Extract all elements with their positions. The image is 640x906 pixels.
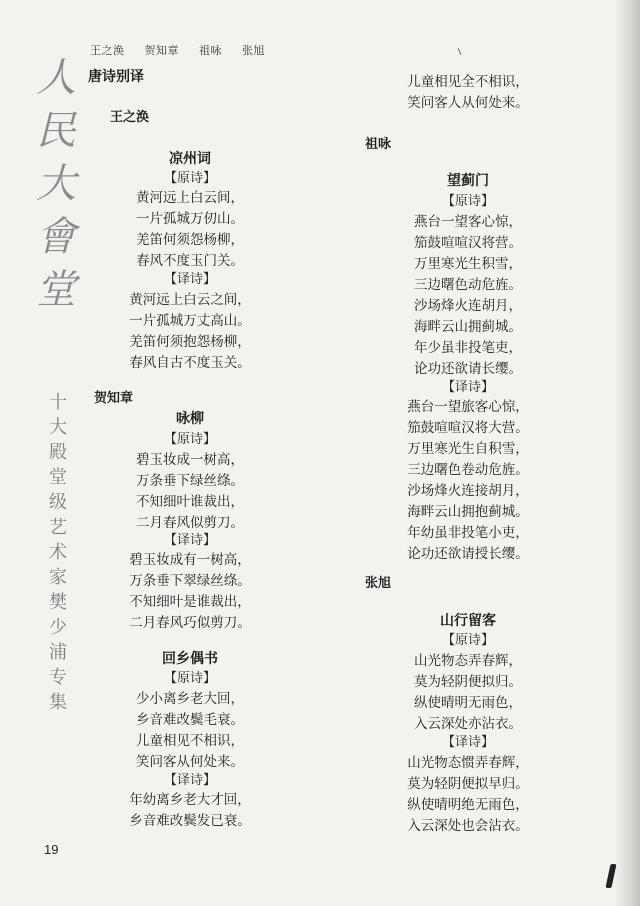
brand-char: 大 [36, 161, 76, 207]
poet-name: 张旭 [365, 576, 392, 591]
poem-line: 不知细叶谁裁出， [136, 494, 244, 510]
poem-line: 沙场烽火连接胡月， [407, 483, 529, 499]
poem-line: 笑问客人从何处来。 [407, 95, 529, 111]
poem-line: 黄河远上白云间， [136, 190, 244, 206]
poem-line: 一片孤城万仞山。 [136, 211, 244, 227]
poem-line: 春风不度玉门关。 [136, 253, 244, 269]
header-author: 祖咏 [199, 44, 222, 57]
poem-line: 羌笛何须抱怨杨柳， [129, 334, 251, 350]
header-author: 王之涣 [90, 44, 125, 57]
poem-line: 三边曙色卷动危旌。 [407, 462, 529, 478]
poem-line: 海畔云山拥抱蓟城。 [407, 504, 529, 520]
poem-line: 莫为轻阴便拟归。 [414, 674, 522, 690]
poem-line: 笑问客从何处来。 [136, 754, 244, 770]
poem-title: 望蓟门 [447, 173, 489, 189]
poem-line: 乡音难改鬓发已衰。 [129, 813, 251, 829]
page-number: 19 [44, 842, 59, 857]
brand-vertical-title [28, 52, 84, 317]
original-label: 【原诗】 [441, 633, 494, 648]
poem-line: 年幼虽非投笔小吏， [407, 525, 529, 541]
original-label: 【原诗】 [163, 432, 216, 447]
poem-line: 论功还欲请授长缨。 [407, 546, 529, 562]
poem-line: 万条垂下翠绿丝绦。 [129, 573, 251, 589]
poem-line: 莫为轻阴便拟早归。 [407, 776, 529, 792]
poem-line: 儿童相见不相识， [136, 733, 244, 749]
brand-char: 人 [36, 55, 76, 101]
poem-line: 论功还欲请长缨。 [414, 361, 522, 377]
poet-name: 祖咏 [365, 137, 392, 152]
poem-line: 乡音难改鬓毛衰。 [136, 712, 244, 728]
translation-label: 【译诗】 [441, 380, 494, 395]
brand-char: 民 [36, 108, 76, 154]
poem-line: 少小离乡老大回， [136, 691, 244, 707]
poem-line: 纵使晴明绝无雨色， [407, 797, 529, 813]
section-title: 唐诗别译 [88, 69, 144, 85]
poem-line: 二月春风似剪刀。 [136, 515, 244, 531]
poem-line: 山光物态惯弄春辉， [407, 755, 529, 771]
poem-line: 笳鼓喧喧汉将大营。 [407, 420, 529, 436]
poem-line: 海畔云山拥蓟城。 [414, 319, 522, 335]
poem-line: 三边曙色动危旌。 [414, 277, 522, 293]
brand-char: 堂 [36, 267, 76, 313]
collection-char: 樊 [49, 592, 67, 613]
poem-line: 燕台一望旅客心惊， [407, 399, 529, 415]
collection-char: 浦 [49, 642, 67, 663]
poem-line: 山光物态弄春辉， [414, 653, 522, 669]
poem-line: 纵使晴明无雨色， [414, 695, 522, 711]
poem-line: 碧玉妆成一树高， [136, 452, 244, 468]
poem-line: 入云深处也会沾衣。 [407, 818, 529, 834]
header-author: 贺知章 [144, 44, 179, 57]
poem-line: 儿童相见全不相识， [407, 74, 529, 90]
poem-title: 山行留客 [440, 613, 496, 629]
collection-char: 堂 [49, 467, 67, 488]
poem-line: 年幼离乡老大才回， [129, 792, 251, 808]
collection-char: 专 [49, 667, 67, 688]
original-label: 【原诗】 [163, 671, 216, 686]
poem-title: 咏柳 [176, 411, 204, 427]
original-label: 【原诗】 [163, 171, 216, 186]
header-author-list [90, 42, 281, 58]
collection-char: 艺 [49, 517, 67, 538]
collection-char: 家 [49, 567, 67, 588]
collection-char: 级 [49, 492, 67, 513]
poem-line: 入云深处亦沾衣。 [414, 716, 522, 732]
translation-label: 【译诗】 [441, 735, 494, 750]
translation-label: 【译诗】 [163, 272, 216, 287]
collection-char: 十 [49, 392, 67, 413]
poem-line: 万里寒光生自积雪， [407, 441, 529, 457]
page-edge-shadow [614, 0, 640, 906]
scan-mark [458, 48, 462, 55]
poem-title: 回乡偶书 [162, 651, 218, 667]
poem-line: 沙场烽火连胡月， [414, 298, 522, 314]
original-label: 【原诗】 [441, 194, 494, 209]
poem-line: 笳鼓喧喧汉将营。 [414, 235, 522, 251]
poem-line: 不知细叶是谁裁出， [129, 594, 251, 610]
poem-line: 万条垂下绿丝绦。 [136, 473, 244, 489]
collection-char: 少 [49, 617, 67, 638]
poem-line: 春风自古不度玉关。 [129, 355, 251, 371]
poem-line: 二月春风巧似剪刀。 [129, 615, 251, 631]
collection-char: 大 [49, 417, 67, 438]
poem-line: 燕台一望客心惊， [414, 214, 522, 230]
poem-line: 年少虽非投笔吏， [414, 340, 522, 356]
translation-label: 【译诗】 [163, 533, 216, 548]
translation-label: 【译诗】 [163, 773, 216, 788]
poem-title: 凉州词 [169, 151, 211, 167]
poem-line: 黄河远上白云之间， [129, 292, 251, 308]
header-author: 张旭 [242, 44, 265, 57]
collection-char: 术 [49, 542, 67, 563]
poet-name: 贺知章 [94, 391, 134, 406]
poem-line: 羌笛何须怨杨柳， [136, 232, 244, 248]
collection-char: 集 [49, 692, 67, 713]
collection-char: 殿 [49, 442, 67, 463]
poem-line: 碧玉妆成有一树高， [129, 552, 251, 568]
brand-char: 會 [36, 214, 76, 260]
collection-vertical-title [46, 390, 70, 715]
poem-line: 万里寒光生积雪， [414, 256, 522, 272]
poem-line: 一片孤城万丈高山。 [129, 313, 251, 329]
poet-name: 王之涣 [110, 110, 150, 125]
